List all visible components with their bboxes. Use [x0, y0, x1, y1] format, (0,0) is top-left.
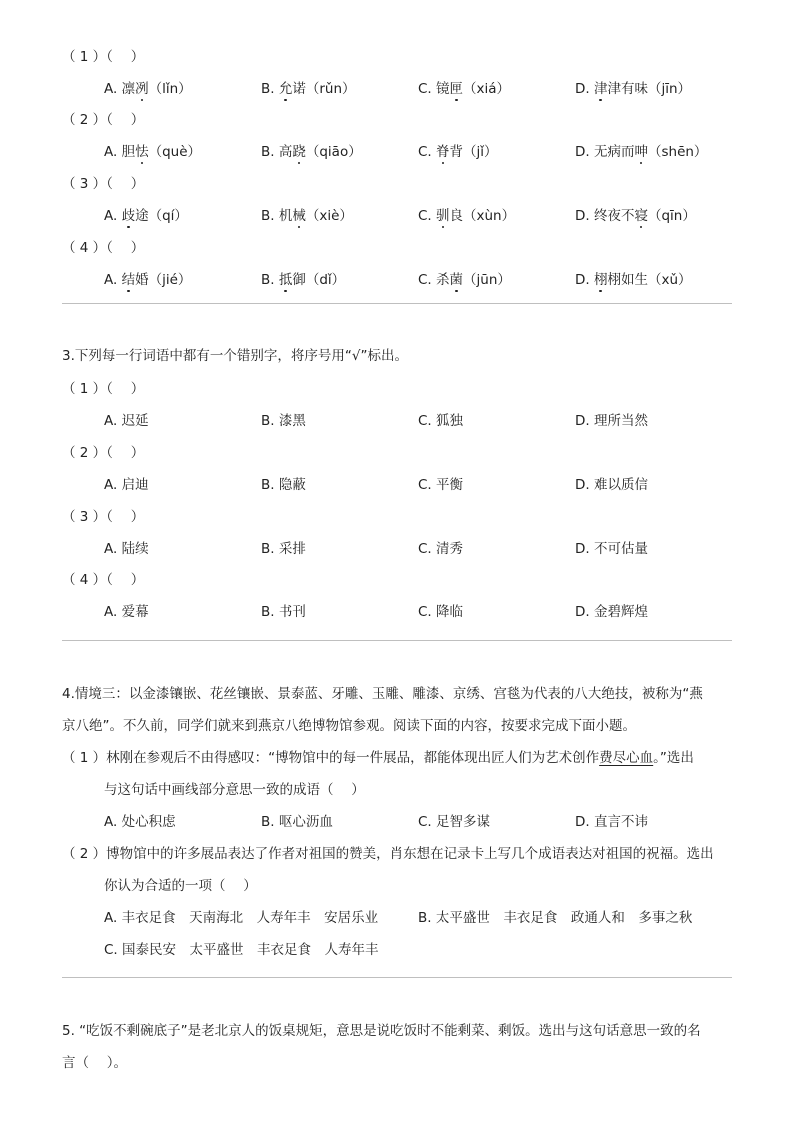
question-3-item-label: （ 1 ）（ ）	[62, 381, 145, 397]
sub1-option-a[interactable]: A. 处心积虑	[104, 814, 176, 830]
question-2-option[interactable]	[575, 140, 707, 160]
option-text: （shēn）	[647, 144, 708, 160]
question-3-option[interactable]: C. 平衡	[418, 477, 464, 493]
question-3-item-label: （ 2 ）（ ）	[62, 445, 145, 461]
option-text: 婚（jié）	[135, 272, 192, 288]
question-3-option[interactable]: D. 不可估量	[575, 541, 648, 557]
emphasized-char: 怯	[135, 140, 149, 160]
emphasized-char: 脊	[436, 140, 450, 160]
option-text: （qiāo）	[305, 144, 362, 160]
question-2-option[interactable]	[261, 268, 345, 288]
emphasized-char: 冽	[135, 77, 149, 97]
option-text: （qīn）	[647, 208, 696, 224]
question-2-option[interactable]	[575, 204, 696, 224]
option-text: B.	[261, 208, 279, 224]
emphasized-char: 匣	[450, 77, 464, 97]
question-3-option[interactable]: C. 清秀	[418, 541, 464, 557]
question-3-option[interactable]: B. 采排	[261, 541, 306, 557]
option-text: （xiá）	[463, 81, 511, 97]
option-text: （lǐn）	[148, 81, 192, 97]
question-5-line2: 言（ ）。	[62, 1055, 128, 1071]
divider	[62, 303, 732, 304]
emphasized-char: 歧	[122, 204, 136, 224]
question-3-option[interactable]: B. 隐蔽	[261, 477, 306, 493]
sub2-option-a[interactable]: A. 丰衣足食 天南海北 人寿年丰 安居乐业	[104, 910, 379, 926]
option-text: 镜	[436, 81, 450, 97]
option-text: A.	[104, 81, 122, 97]
option-text: 凛	[121, 81, 136, 97]
question-4-sub1	[62, 746, 694, 766]
question-3-option[interactable]: A. 启迪	[104, 477, 149, 493]
option-text: （xiè）	[305, 208, 353, 224]
emphasized-char: 结	[122, 268, 136, 288]
question-4-intro-line2: 京八绝”。不久前，同学们就来到燕京八绝博物馆参观。阅读下面的内容，按要求完成下面小题。	[62, 718, 636, 734]
option-text: 杀	[436, 272, 450, 288]
question-2-option[interactable]	[575, 268, 692, 288]
option-text: 高	[278, 144, 293, 160]
question-2-option[interactable]	[104, 204, 188, 224]
question-3-option[interactable]: D. 理所当然	[575, 413, 648, 429]
question-2-option[interactable]	[104, 140, 201, 160]
question-2-option[interactable]	[418, 140, 498, 160]
option-text: 无病而	[593, 144, 635, 160]
question-2-item-label: （ 4 ）（ ）	[62, 240, 145, 256]
sub1-text-a: （ 1 ）林刚在参观后不由得感叹：“博物馆中的每一件展品，都能体现出匠人们为艺术创作	[62, 750, 600, 766]
option-text: B.	[261, 272, 279, 288]
emphasized-char: 栩	[594, 268, 608, 288]
divider	[62, 977, 732, 978]
option-text: C.	[418, 81, 437, 97]
option-text: 御（dǐ）	[292, 272, 346, 288]
emphasized-char: 呻	[634, 140, 648, 160]
question-2-item-label: （ 3 ）（ ）	[62, 176, 145, 192]
option-text: 栩如生（xǔ）	[607, 272, 692, 288]
question-3-item-label: （ 4 ）（ ）	[62, 572, 145, 588]
emphasized-char: 跷	[292, 140, 306, 160]
option-text: C.	[418, 144, 437, 160]
question-2-item-label: （ 1 ）（ ）	[62, 49, 145, 65]
question-4-sub2: （ 2 ）博物馆中的许多展品表达了作者对祖国的赞美，肖东想在记录卡上写几个成语表达对祖国的祝福。选出	[62, 846, 714, 862]
question-2-option[interactable]	[261, 140, 362, 160]
question-3-title: 3.下列每一行词语中都有一个错别字，将序号用“√”标出。	[62, 348, 408, 364]
sub2-option-c[interactable]: C. 国泰民安 太平盛世 丰衣足食 人寿年丰	[104, 942, 379, 958]
option-text: D.	[575, 208, 594, 224]
question-3-option[interactable]: C. 狐独	[418, 413, 464, 429]
emphasized-char: 驯	[436, 204, 450, 224]
option-text: B.	[261, 81, 279, 97]
question-2-option[interactable]	[418, 268, 511, 288]
question-2-option[interactable]	[261, 204, 353, 224]
question-2-option[interactable]	[418, 204, 515, 224]
question-3-option[interactable]: D. 金碧辉煌	[575, 604, 648, 620]
option-text: C.	[418, 272, 437, 288]
sub1-text-b: 。”选出	[653, 750, 694, 766]
question-2-option[interactable]	[104, 268, 191, 288]
question-3-option[interactable]: A. 迟延	[104, 413, 149, 429]
question-3-option[interactable]: A. 爱幕	[104, 604, 149, 620]
question-2-option[interactable]	[104, 77, 192, 97]
option-text: 背（jǐ）	[449, 144, 498, 160]
option-text: （jūn）	[463, 272, 511, 288]
option-text: A.	[104, 144, 122, 160]
option-text: 终夜不	[593, 208, 635, 224]
question-5-line1: 5. “吃饭不剩碗底子”是老北京人的饭桌规矩，意思是说吃饭时不能剩菜、剩饭。选出与这句话意思一致的名	[62, 1023, 701, 1039]
option-text: （què）	[148, 144, 202, 160]
question-2-option[interactable]	[575, 77, 691, 97]
question-4-sub1-line2: 与这句话中画线部分意思一致的成语（ ）	[104, 782, 365, 798]
question-2-item-label: （ 2 ）（ ）	[62, 112, 145, 128]
emphasized-char: 寝	[634, 204, 648, 224]
option-text: D.	[575, 144, 594, 160]
question-2-option[interactable]	[261, 77, 356, 97]
emphasized-char: 械	[292, 204, 306, 224]
option-text: C.	[418, 208, 437, 224]
option-text: A.	[104, 208, 122, 224]
option-text: A.	[104, 272, 122, 288]
option-text: 诺（rǔn）	[292, 81, 356, 97]
option-text: D.	[575, 272, 594, 288]
question-3-option[interactable]: C. 降临	[418, 604, 464, 620]
underlined-phrase: 费尽心血	[599, 750, 654, 766]
question-3-option[interactable]: B. 漆黑	[261, 413, 306, 429]
emphasized-char: 允	[279, 77, 293, 97]
emphasized-char: 抵	[279, 268, 293, 288]
question-4-sub2-line2: 你认为合适的一项（ ）	[104, 878, 257, 894]
question-4-intro-line1: 4.情境三：以金漆镶嵌、花丝镶嵌、景泰蓝、牙雕、玉雕、雕漆、京绣、宫毯为代表的八大绝技，被称为“燕	[62, 686, 703, 702]
emphasized-char: 菌	[450, 268, 464, 288]
sub1-option-d[interactable]: D. 直言不讳	[575, 814, 648, 830]
question-2-option[interactable]	[418, 77, 510, 97]
option-text: 途（qí）	[135, 208, 188, 224]
question-3-item-label: （ 3 ）（ ）	[62, 509, 145, 525]
option-text: B.	[261, 144, 279, 160]
question-3-option[interactable]: B. 书刊	[261, 604, 306, 620]
question-3-option[interactable]: A. 陆续	[104, 541, 149, 557]
divider	[62, 640, 732, 641]
sub1-option-c[interactable]: C. 足智多谋	[418, 814, 491, 830]
option-text: 胆	[121, 144, 136, 160]
question-3-option[interactable]: D. 难以质信	[575, 477, 648, 493]
sub1-option-b[interactable]: B. 呕心沥血	[261, 814, 333, 830]
option-text: 津有味（jīn）	[607, 81, 692, 97]
option-text: 良（xùn）	[449, 208, 516, 224]
emphasized-char: 津	[594, 77, 608, 97]
sub2-option-b[interactable]: B. 太平盛世 丰衣足食 政通人和 多事之秋	[418, 910, 693, 926]
option-text: 机	[278, 208, 293, 224]
option-text: D.	[575, 81, 594, 97]
